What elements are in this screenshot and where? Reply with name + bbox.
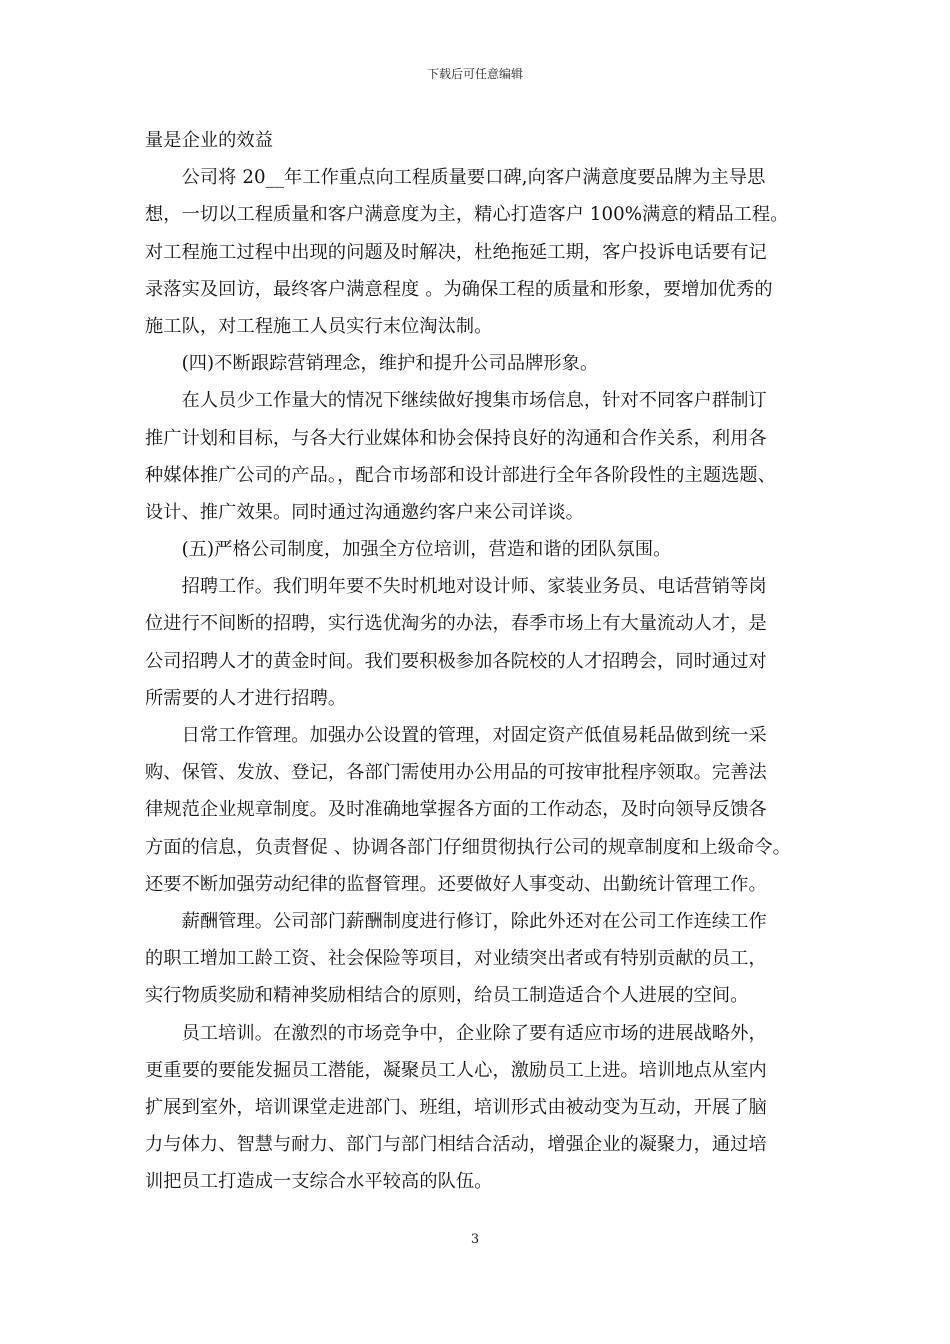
text-line: 扩展到室外，培训课堂走进部门、班组，培训形式由被动变为互动，开展了脑 — [145, 1096, 767, 1118]
text-line: 更重要的要能发掘员工潜能，凝聚员工人心，激励员工上进。培训地点从室内 — [145, 1059, 767, 1081]
text-line: 的职工增加工龄工资、社会保险等项目，对业绩突出者或有特别贡献的员工， — [145, 948, 767, 970]
text-line: 还要不断加强劳动纪律的监督管理。还要做好人事变动、出勤统计管理工作。 — [145, 873, 767, 895]
text-line: 公司招聘人才的黄金时间。我们要积极参加各院校的人才招聘会，同时通过对 — [145, 650, 767, 672]
document-body — [145, 122, 820, 1200]
text-line: 员工培训。在激烈的市场竞争中，企业除了要有适应市场的进展战略外， — [145, 1022, 767, 1044]
text-line: 想，一切以工程质量和客户满意度为主，精心打造客户 100%满意的精品工程。 — [145, 204, 789, 226]
text-line: 位进行不间断的招聘，实行选优淘劣的办法，春季市场上有大量流动人才，是 — [145, 613, 767, 635]
section-heading: (四)不断跟踪营销理念，维护和提升公司品牌形象。 — [145, 353, 599, 375]
page-header: 下载后可任意编辑 — [426, 67, 523, 81]
text-line: 所需要的人才进行招聘。 — [145, 687, 347, 709]
text-line: 招聘工作。我们明年要不失时机地对设计师、家装业务员、电话营销等岗 — [145, 576, 767, 598]
text-line: 薪酬管理。公司部门薪酬制度进行修订，除此外还对在公司工作连续工作 — [145, 910, 767, 932]
text-line: 方面的信息，负责督促 、协调各部门仔细贯彻执行公司的规章制度和上级命令。 — [145, 836, 791, 858]
text-line: 购、保管、发放、登记，各部门需使用办公用品的可按审批程序领取。完善法 — [145, 762, 767, 784]
text-line: 录落实及回访，最终客户满意程度 。为确保工程的质量和形象，要增加优秀的 — [145, 278, 773, 300]
text-line: 推广计划和目标，与各大行业媒体和协会保持良好的沟通和合作关系，利用各 — [145, 427, 767, 449]
text-line: 在人员少工作量大的情况下继续做好搜集市场信息，针对不同客户群制订 — [145, 390, 767, 412]
text-line: 对工程施工过程中出现的问题及时解决，杜绝拖延工期，客户投诉电话要有记 — [145, 241, 767, 263]
text-line: 种媒体推广公司的产品。，配合市场部和设计部进行全年各阶段性的主题选题、 — [145, 464, 776, 486]
text-line: 力与体力、智慧与耐力、部门与部门相结合活动，增强企业的凝聚力，通过培 — [145, 1134, 767, 1156]
text-line: 实行物质奖励和精神奖励相结合的原则，给员工制造适合个人进展的空间。 — [145, 985, 749, 1007]
text-line: 日常工作管理。加强办公设置的管理，对固定资产低值易耗品做到统一采 — [145, 725, 767, 746]
text-line: 量是企业的效益 — [145, 130, 274, 151]
section-heading: (五)严格公司制度，加强全方位培训，营造和谐的团队氛围。 — [145, 539, 672, 561]
page-number: 3 — [470, 1232, 480, 1247]
text-line: 律规范企业规章制度。及时准确地掌握各方面的工作动态，及时向领导反馈各 — [145, 799, 767, 821]
text-line: 设计、推广效果。同时通过沟通邀约客户来公司详谈。 — [145, 501, 584, 523]
text-line: 施工队，对工程施工人员实行末位淘汰制。 — [145, 315, 493, 337]
text-line: 训把员工打造成一支综合水平较高的队伍。 — [145, 1171, 493, 1193]
text-line: 公司将 20__年工作重点向工程质量要口碑,向客户满意度要品牌为主导思 — [145, 167, 766, 189]
